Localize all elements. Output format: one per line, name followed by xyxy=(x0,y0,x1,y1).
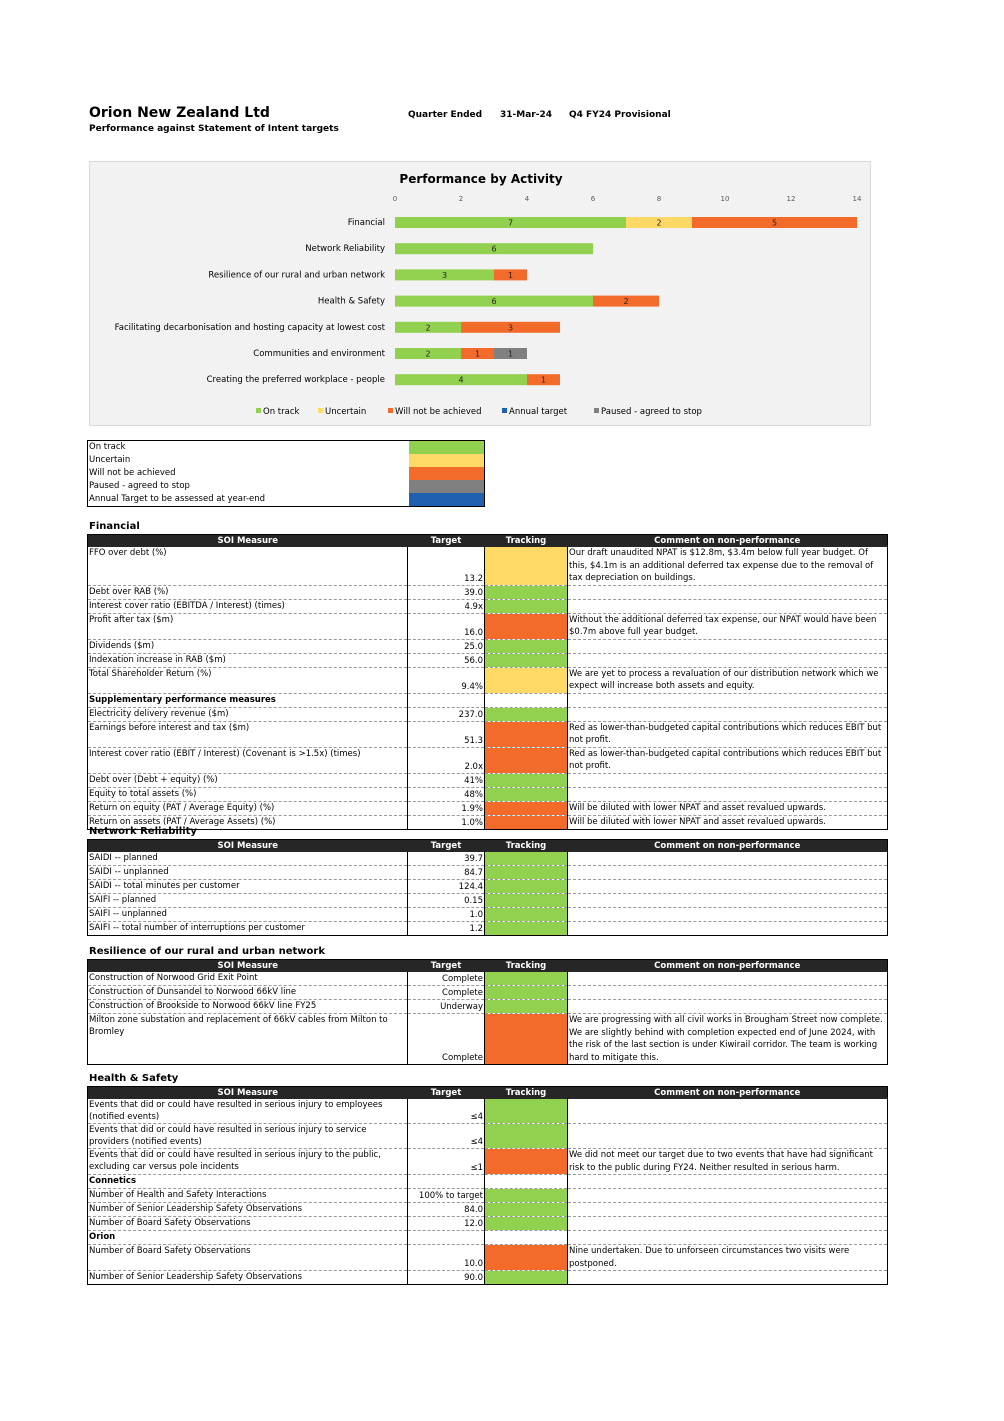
table-row xyxy=(88,585,888,599)
comment-cell: Will be diluted with lower NPAT and asset revalued upwards. xyxy=(568,815,888,829)
column-header: Tracking xyxy=(485,1087,568,1100)
target-cell: Underway xyxy=(408,1000,485,1014)
tracking-cell xyxy=(485,613,568,639)
comment-cell xyxy=(568,986,888,1000)
bar-data-label: 2 xyxy=(425,323,431,333)
bar-data-label: 2 xyxy=(425,349,431,359)
tracking-cell xyxy=(485,787,568,801)
key-swatch xyxy=(409,467,484,480)
tracking-cell xyxy=(485,908,568,922)
target-cell: 1.9% xyxy=(408,801,485,815)
measure-cell: SAIFI -- planned xyxy=(88,894,408,908)
target-cell: ≤4 xyxy=(408,1124,485,1149)
comment-cell xyxy=(568,653,888,667)
target-cell: 124.4 xyxy=(408,880,485,894)
target-cell: 10.0 xyxy=(408,1245,485,1271)
target-cell: 25.0 xyxy=(408,639,485,653)
x-tick-label: 0 xyxy=(392,195,398,203)
tracking-cell xyxy=(485,747,568,773)
measure-cell: Number of Senior Leadership Safety Observations xyxy=(88,1203,408,1217)
key-swatch xyxy=(409,493,484,506)
comment-cell xyxy=(568,1231,888,1245)
bar-data-label: 1 xyxy=(474,349,481,359)
measure-cell: Debt over (Debt + equity) (%) xyxy=(88,773,408,787)
tracking-cell xyxy=(485,707,568,721)
target-cell: Complete xyxy=(408,986,485,1000)
table-row xyxy=(88,1203,888,1217)
measure-cell: Electricity delivery revenue ($m) xyxy=(88,707,408,721)
comment-cell: Nine undertaken. Due to unforseen circumstances two visits were postponed. xyxy=(568,1245,888,1271)
table-row xyxy=(88,639,888,653)
x-tick-label: 10 xyxy=(720,195,730,203)
bar-data-label: 1 xyxy=(507,349,514,359)
table-row xyxy=(88,852,888,866)
soi-table xyxy=(87,839,888,936)
x-tick-label: 12 xyxy=(786,195,796,203)
column-header: SOI Measure xyxy=(88,840,408,853)
bar-data-label: 1 xyxy=(507,270,514,280)
measure-cell: Connetics xyxy=(88,1175,408,1189)
comment-cell xyxy=(568,1175,888,1189)
target-cell xyxy=(408,1231,485,1245)
status-key xyxy=(87,440,485,507)
table-row xyxy=(88,547,888,585)
table-row xyxy=(88,922,888,936)
key-row xyxy=(88,480,484,493)
measure-cell: Events that did or could have resulted in serious injury to the public, excluding car versus pole incidents xyxy=(88,1149,408,1175)
comment-cell xyxy=(568,908,888,922)
bar-data-label: 1 xyxy=(540,375,547,385)
tracking-cell xyxy=(485,585,568,599)
target-cell: ≤1 xyxy=(408,1149,485,1175)
tracking-cell xyxy=(485,1189,568,1203)
measure-cell: Events that did or could have resulted in serious injury to employees (notified events) xyxy=(88,1099,408,1124)
comment-cell: Red as lower-than-budgeted capital contributions which reduces EBIT but not profit. xyxy=(568,721,888,747)
legend-label: Annual target xyxy=(509,407,568,417)
target-cell xyxy=(408,693,485,707)
key-row xyxy=(88,454,484,467)
column-header: Tracking xyxy=(485,840,568,853)
tracking-cell xyxy=(485,667,568,693)
column-header: Target xyxy=(408,535,485,548)
measure-cell: Orion xyxy=(88,1231,408,1245)
target-cell: 0.15 xyxy=(408,894,485,908)
category-label: Network Reliability xyxy=(305,244,385,255)
target-cell: 41% xyxy=(408,773,485,787)
measure-cell: SAIFI -- total number of interruptions per customer xyxy=(88,922,408,936)
target-cell: 48% xyxy=(408,787,485,801)
target-cell: 13.2 xyxy=(408,547,485,585)
bar-data-label: 4 xyxy=(458,375,464,385)
comment-cell: Will be diluted with lower NPAT and asset revalued upwards. xyxy=(568,801,888,815)
key-label: Paused - agreed to stop xyxy=(89,481,190,491)
comment-cell xyxy=(568,1271,888,1285)
table-row xyxy=(88,1149,888,1175)
tracking-cell xyxy=(485,852,568,866)
table-row xyxy=(88,866,888,880)
measure-cell: Debt over RAB (%) xyxy=(88,585,408,599)
period-label: Q4 FY24 Provisional xyxy=(569,110,671,120)
tracking-cell xyxy=(485,1175,568,1189)
tracking-cell xyxy=(485,547,568,585)
comment-cell xyxy=(568,707,888,721)
comment-cell xyxy=(568,922,888,936)
table-row xyxy=(88,747,888,773)
comment-cell: Without the additional deferred tax expense, our NPAT would have been $0.7m above full year budget. xyxy=(568,613,888,639)
key-label: Will not be achieved xyxy=(89,468,176,478)
tracking-cell xyxy=(485,1124,568,1149)
table-row xyxy=(88,667,888,693)
bar-data-label: 6 xyxy=(491,244,497,254)
measure-cell: Profit after tax ($m) xyxy=(88,613,408,639)
measure-cell: SAIFI -- unplanned xyxy=(88,908,408,922)
column-header: SOI Measure xyxy=(88,960,408,973)
x-tick-label: 4 xyxy=(524,195,530,203)
target-cell: 9.4% xyxy=(408,667,485,693)
x-tick-label: 8 xyxy=(656,195,662,203)
comment-cell xyxy=(568,1203,888,1217)
table-row xyxy=(88,1124,888,1149)
legend-label: On track xyxy=(263,407,300,417)
legend-swatch xyxy=(318,408,323,413)
tracking-cell xyxy=(485,922,568,936)
measure-cell: Dividends ($m) xyxy=(88,639,408,653)
comment-cell: We are yet to process a revaluation of our distribution network which we expect will increase both assets and equity. xyxy=(568,667,888,693)
legend-swatch xyxy=(388,408,393,413)
table-row xyxy=(88,1217,888,1231)
legend-swatch xyxy=(256,408,261,413)
bar-data-label: 6 xyxy=(491,297,497,307)
column-header: Comment on non-performance xyxy=(568,840,888,853)
column-header: Comment on non-performance xyxy=(568,1087,888,1100)
table-row xyxy=(88,1189,888,1203)
table-row xyxy=(88,653,888,667)
measure-cell: Interest cover ratio (EBIT / Interest) (Covenant is >1.5x) (times) xyxy=(88,747,408,773)
section-title: Network Reliability xyxy=(89,826,197,837)
comment-cell xyxy=(568,1124,888,1149)
target-cell: 4.9x xyxy=(408,599,485,613)
table-row xyxy=(88,972,888,986)
comment-cell xyxy=(568,880,888,894)
category-label: Health & Safety xyxy=(317,296,385,307)
comment-cell xyxy=(568,693,888,707)
measure-cell: Return on assets (PAT / Average Assets) (%) xyxy=(88,815,408,829)
measure-cell: Construction of Brookside to Norwood 66kV line FY25 xyxy=(88,1000,408,1014)
table-row xyxy=(88,1099,888,1124)
column-header: Target xyxy=(408,840,485,853)
legend-label: Paused - agreed to stop xyxy=(601,407,702,417)
legend-swatch xyxy=(594,408,599,413)
tracking-cell xyxy=(485,599,568,613)
comment-cell xyxy=(568,1189,888,1203)
comment-cell xyxy=(568,787,888,801)
comment-cell xyxy=(568,852,888,866)
table-row xyxy=(88,986,888,1000)
tracking-cell xyxy=(485,1217,568,1231)
tracking-cell xyxy=(485,880,568,894)
target-cell: 39.0 xyxy=(408,585,485,599)
comment-cell xyxy=(568,639,888,653)
measure-cell: SAIDI -- total minutes per customer xyxy=(88,880,408,894)
measure-cell: Number of Board Safety Observations xyxy=(88,1217,408,1231)
key-label: On track xyxy=(89,442,126,452)
measure-cell: Equity to total assets (%) xyxy=(88,787,408,801)
category-label: Creating the preferred workplace - people xyxy=(206,375,385,386)
column-header: Target xyxy=(408,1087,485,1100)
target-cell: Complete xyxy=(408,1014,485,1065)
tracking-cell xyxy=(485,1245,568,1271)
table-row xyxy=(88,599,888,613)
tracking-cell xyxy=(485,894,568,908)
comment-cell xyxy=(568,894,888,908)
company-title: Orion New Zealand Ltd xyxy=(89,105,270,121)
table-row xyxy=(88,1231,888,1245)
column-header: Tracking xyxy=(485,535,568,548)
target-cell: 84.7 xyxy=(408,866,485,880)
tracking-cell xyxy=(485,972,568,986)
chart-svg xyxy=(90,162,872,427)
measure-cell: Total Shareholder Return (%) xyxy=(88,667,408,693)
tracking-cell xyxy=(485,866,568,880)
table-row xyxy=(88,894,888,908)
tracking-cell xyxy=(485,986,568,1000)
category-label: Communities and environment xyxy=(253,349,385,359)
quarter-label: Quarter Ended xyxy=(408,110,483,120)
x-tick-label: 14 xyxy=(852,195,862,203)
section-title: Resilience of our rural and urban network xyxy=(89,946,325,957)
key-label: Uncertain xyxy=(89,455,131,465)
target-cell: 12.0 xyxy=(408,1217,485,1231)
tracking-cell xyxy=(485,801,568,815)
bar-data-label: 5 xyxy=(771,218,778,228)
table-row xyxy=(88,707,888,721)
table-row xyxy=(88,880,888,894)
table-row xyxy=(88,801,888,815)
comment-cell: We did not meet our target due to two events that have had significant risk to the public during FY24. Neither resulted in serious harm. xyxy=(568,1149,888,1175)
measure-cell: Number of Board Safety Observations xyxy=(88,1245,408,1271)
category-label: Resilience of our rural and urban network xyxy=(208,270,385,281)
legend-swatch xyxy=(502,408,507,413)
comment-cell xyxy=(568,1217,888,1231)
bar-data-label: 7 xyxy=(507,218,514,228)
target-cell: 1.2 xyxy=(408,922,485,936)
measure-cell: Indexation increase in RAB ($m) xyxy=(88,653,408,667)
table-row xyxy=(88,1271,888,1285)
measure-cell: Return on equity (PAT / Average Equity) (%) xyxy=(88,801,408,815)
table-row xyxy=(88,815,888,829)
key-row xyxy=(88,493,484,506)
comment-cell: Our draft unaudited NPAT is $12.8m, $3.4m below full year budget. Of this, $4.1m is an additional deferred tax expense due to the removal of tax depreciation on buildings. xyxy=(568,547,888,585)
measure-cell: Number of Health and Safety Interactions xyxy=(88,1189,408,1203)
table-row xyxy=(88,1000,888,1014)
table-row xyxy=(88,693,888,707)
tracking-cell xyxy=(485,1014,568,1065)
x-tick-label: 6 xyxy=(590,195,596,203)
target-cell: ≤4 xyxy=(408,1099,485,1124)
tracking-cell xyxy=(485,1000,568,1014)
comment-cell: Red as lower-than-budgeted capital contributions which reduces EBIT but not profit. xyxy=(568,747,888,773)
target-cell: Complete xyxy=(408,972,485,986)
target-cell xyxy=(408,1175,485,1189)
target-cell: 16.0 xyxy=(408,613,485,639)
key-row xyxy=(88,467,484,480)
category-label: Facilitating decarbonisation and hosting capacity at lowest cost xyxy=(114,322,385,333)
tracking-cell xyxy=(485,1099,568,1124)
category-label: Financial xyxy=(347,218,385,228)
tracking-cell xyxy=(485,1149,568,1175)
soi-table xyxy=(87,1086,888,1285)
measure-cell: FFO over debt (%) xyxy=(88,547,408,585)
column-header: SOI Measure xyxy=(88,535,408,548)
column-header: SOI Measure xyxy=(88,1087,408,1100)
comment-cell xyxy=(568,599,888,613)
section-title: Financial xyxy=(89,521,140,532)
x-tick-label: 2 xyxy=(458,195,464,203)
table-row xyxy=(88,721,888,747)
table-row xyxy=(88,787,888,801)
target-cell: 237.0 xyxy=(408,707,485,721)
bar-data-label: 2 xyxy=(623,297,629,307)
tracking-cell xyxy=(485,721,568,747)
key-swatch xyxy=(409,480,484,493)
table-row xyxy=(88,1175,888,1189)
target-cell: 84.0 xyxy=(408,1203,485,1217)
soi-table xyxy=(87,959,888,1065)
soi-table xyxy=(87,534,888,830)
comment-cell xyxy=(568,1000,888,1014)
measure-cell: SAIDI -- planned xyxy=(88,852,408,866)
target-cell: 39.7 xyxy=(408,852,485,866)
target-cell: 2.0x xyxy=(408,747,485,773)
measure-cell: Construction of Dunsandel to Norwood 66kV line xyxy=(88,986,408,1000)
target-cell: 51.3 xyxy=(408,721,485,747)
key-row xyxy=(88,441,484,454)
measure-cell: Interest cover ratio (EBITDA / Interest) (times) xyxy=(88,599,408,613)
column-header: Comment on non-performance xyxy=(568,535,888,548)
measure-cell: Events that did or could have resulted in serious injury to service providers (notified events) xyxy=(88,1124,408,1149)
tracking-cell xyxy=(485,639,568,653)
table-row xyxy=(88,773,888,787)
tracking-cell xyxy=(485,653,568,667)
key-swatch xyxy=(409,441,484,454)
bar-data-label: 3 xyxy=(507,323,514,333)
chart-title: Performance by Activity xyxy=(399,172,563,186)
tracking-cell xyxy=(485,1271,568,1285)
tracking-cell xyxy=(485,815,568,829)
measure-cell: SAIDI -- unplanned xyxy=(88,866,408,880)
comment-cell xyxy=(568,773,888,787)
target-cell: 90.0 xyxy=(408,1271,485,1285)
column-header: Comment on non-performance xyxy=(568,960,888,973)
performance-chart xyxy=(89,161,871,426)
key-label: Annual Target to be assessed at year-end xyxy=(89,494,266,504)
target-cell: 56.0 xyxy=(408,653,485,667)
comment-cell xyxy=(568,1099,888,1124)
quarter-date: 31-Mar-24 xyxy=(500,110,552,120)
bar-data-label: 2 xyxy=(656,218,662,228)
tracking-cell xyxy=(485,1203,568,1217)
measure-cell: Construction of Norwood Grid Exit Point xyxy=(88,972,408,986)
legend-label: Uncertain xyxy=(325,407,367,417)
section-title: Health & Safety xyxy=(89,1073,179,1084)
tracking-cell xyxy=(485,693,568,707)
measure-cell: Milton zone substation and replacement of 66kV cables from Milton to Bromley xyxy=(88,1014,408,1065)
table-row xyxy=(88,613,888,639)
legend-label: Will not be achieved xyxy=(395,407,482,417)
column-header: Tracking xyxy=(485,960,568,973)
comment-cell: We are progressing with all civil works in Brougham Street now complete. We are slightly behind with completion expected end of June 2024, with the risk of the last section is under Kiwirail corridor. The team is working hard to mitigate this. xyxy=(568,1014,888,1065)
key-swatch xyxy=(409,454,484,467)
table-row xyxy=(88,1245,888,1271)
column-header: Target xyxy=(408,960,485,973)
target-cell: 1.0% xyxy=(408,815,485,829)
tracking-cell xyxy=(485,773,568,787)
report-subtitle: Performance against Statement of Intent targets xyxy=(89,124,339,134)
tracking-cell xyxy=(485,1231,568,1245)
table-row xyxy=(88,908,888,922)
comment-cell xyxy=(568,585,888,599)
target-cell: 1.0 xyxy=(408,908,485,922)
measure-cell: Supplementary performance measures xyxy=(88,693,408,707)
comment-cell xyxy=(568,866,888,880)
measure-cell: Earnings before interest and tax ($m) xyxy=(88,721,408,747)
bar-data-label: 3 xyxy=(441,270,448,280)
comment-cell xyxy=(568,972,888,986)
measure-cell: Number of Senior Leadership Safety Observations xyxy=(88,1271,408,1285)
target-cell: 100% to target xyxy=(408,1189,485,1203)
table-row xyxy=(88,1014,888,1065)
